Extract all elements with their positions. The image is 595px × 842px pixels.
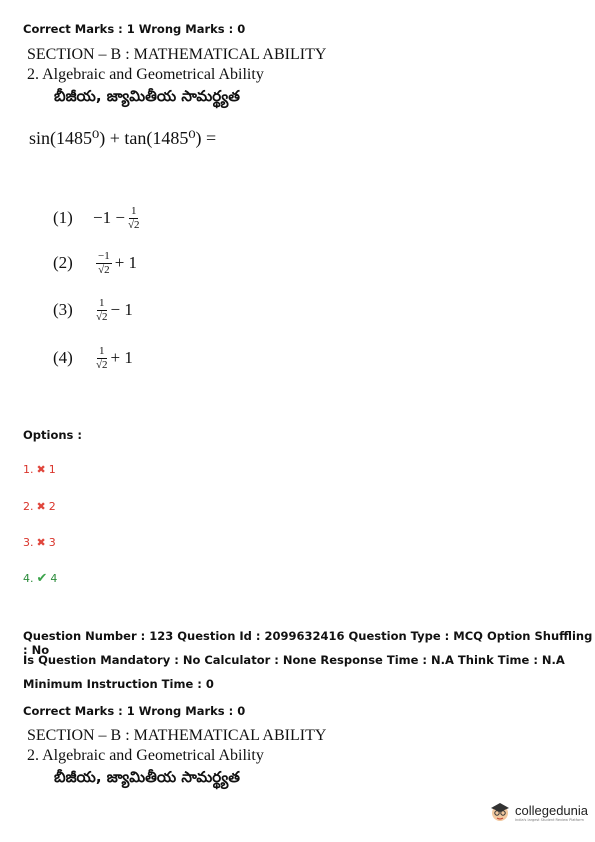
check-icon: ✔	[36, 571, 48, 586]
section-title: SECTION – B : MATHEMATICAL ABILITY	[27, 46, 327, 63]
section-title: SECTION – B : MATHEMATICAL ABILITY	[27, 727, 327, 744]
logo-tagline: India's largest Student Review Platform	[515, 817, 584, 822]
fraction-denominator: √2	[96, 358, 108, 371]
question-meta-line-3: Minimum Instruction Time : 0	[23, 677, 214, 691]
logo-name: collegedunia	[515, 802, 589, 818]
marks-line: Correct Marks : 1 Wrong Marks : 0	[23, 22, 246, 36]
option-expression	[93, 298, 133, 323]
choice-1	[23, 463, 56, 476]
option-number: (3)	[53, 300, 73, 319]
choice-value: 2	[48, 500, 56, 513]
marks-line: Correct Marks : 1 Wrong Marks : 0	[23, 704, 246, 718]
section-telugu: బీజీయ, జ్యామితీయ సామర్థ్యత	[54, 768, 240, 786]
logo-text-group	[515, 803, 588, 822]
option-number: (4)	[53, 348, 73, 367]
question-text: sin(1485⁰) + tan(1485⁰) =	[29, 128, 217, 148]
question-options	[53, 196, 142, 382]
cross-icon: ✖	[36, 463, 46, 476]
mascot-icon	[489, 800, 511, 824]
fraction-numerator: 1	[130, 204, 137, 217]
choice-4	[23, 571, 57, 586]
fraction	[96, 251, 112, 276]
expr-post: + 1	[114, 253, 138, 272]
choice-2	[23, 500, 56, 513]
section-subtitle: 2. Algebraic and Geometrical Ability	[27, 66, 264, 83]
choice-index: 2.	[23, 500, 34, 513]
option-number: (2)	[53, 253, 73, 272]
option-expression	[93, 206, 142, 231]
collegedunia-logo	[489, 800, 588, 824]
choice-index: 3.	[23, 536, 34, 549]
cross-icon: ✖	[36, 536, 46, 549]
options-label: Options :	[23, 428, 82, 442]
fraction	[128, 206, 140, 231]
fraction	[96, 346, 108, 371]
option-2	[53, 240, 142, 286]
option-number: (1)	[53, 208, 73, 227]
option-expression	[93, 251, 137, 276]
option-1	[53, 196, 142, 240]
choice-value: 1	[48, 463, 56, 476]
section-telugu: బీజీయ, జ్యామితీయ సామర్థ్యత	[54, 87, 240, 105]
expr-post: − 1	[110, 300, 133, 319]
expr-pre: −1 −	[93, 208, 125, 227]
choice-index: 1.	[23, 463, 34, 476]
choice-value: 4	[50, 572, 58, 585]
fraction-denominator: √2	[96, 310, 108, 323]
question-meta-line-1: Question Number : 123 Question Id : 2099632416 Question Type : MCQ Option Shuffling : No	[23, 629, 593, 657]
cross-icon: ✖	[36, 500, 46, 513]
fraction-denominator: √2	[127, 218, 140, 231]
expr-post: + 1	[110, 348, 133, 367]
choice-value: 3	[48, 536, 56, 549]
choice-index: 4.	[23, 572, 34, 585]
fraction-denominator: √2	[98, 263, 110, 276]
choice-3	[23, 536, 56, 549]
fraction-numerator: 1	[99, 344, 105, 357]
option-3	[53, 286, 142, 334]
question-meta-line-2: Is Question Mandatory : No Calculator : None Response Time : N.A Think Time : N.A	[23, 653, 565, 667]
fraction-numerator: 1	[99, 296, 105, 309]
option-expression	[93, 346, 133, 371]
option-4	[53, 334, 142, 382]
fraction-numerator: −1	[98, 249, 110, 262]
section-subtitle: 2. Algebraic and Geometrical Ability	[27, 747, 264, 764]
fraction	[96, 298, 108, 323]
